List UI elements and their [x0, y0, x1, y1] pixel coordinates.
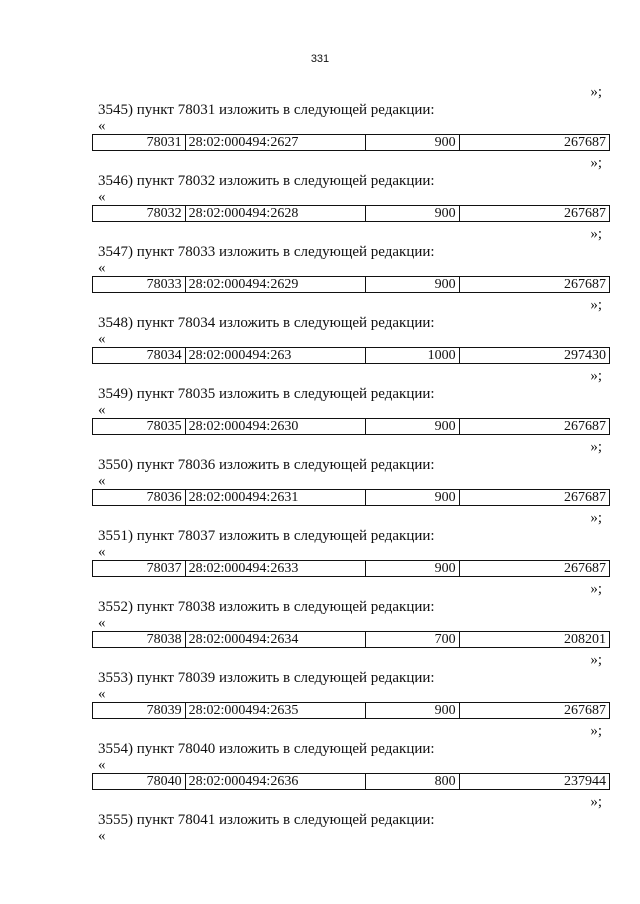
table-row: [92, 489, 610, 506]
cell-area: 900: [366, 490, 460, 505]
cell-cadastral-number: 28:02:000494:2631: [186, 490, 366, 505]
cell-value: 267687: [564, 490, 606, 505]
amendment-block: [92, 154, 610, 222]
opening-quote: «: [98, 331, 106, 347]
page-number: 331: [310, 53, 330, 65]
amendment-block: [92, 367, 610, 435]
cell-cadastral-number: 28:02:000494:2634: [186, 632, 366, 647]
amendment-block: [92, 509, 610, 577]
cell-item-number: 78032: [93, 206, 186, 221]
cell-item-number: 78038: [93, 632, 186, 647]
closing-quote: »;: [590, 581, 602, 597]
cell-value: 267687: [564, 703, 606, 718]
table-row: [92, 702, 610, 719]
opening-quote: «: [98, 473, 106, 489]
table-row: [92, 276, 610, 293]
table-row: [92, 631, 610, 648]
amendment-title: 3551) пункт 78037 изложить в следующей редакции:: [98, 528, 435, 544]
amendment-title: 3555) пункт 78041 изложить в следующей редакции:: [98, 812, 435, 828]
cell-value: 267687: [564, 419, 606, 434]
amendment-block: [92, 225, 610, 293]
cell-value: 267687: [564, 277, 606, 292]
amendment-title: 3545) пункт 78031 изложить в следующей редакции:: [98, 102, 435, 118]
cell-area: 900: [366, 135, 460, 150]
opening-quote: «: [98, 615, 106, 631]
amendment-title: 3549) пункт 78035 изложить в следующей редакции:: [98, 386, 435, 402]
closing-quote: »;: [590, 652, 602, 668]
cell-cadastral-number: 28:02:000494:2627: [186, 135, 366, 150]
cell-area: 900: [366, 277, 460, 292]
closing-quote: »;: [590, 155, 602, 171]
closing-quote: »;: [590, 226, 602, 242]
cell-area: 900: [366, 206, 460, 221]
table-row: [92, 347, 610, 364]
cell-value: 237944: [564, 774, 606, 789]
cell-area: 1000: [366, 348, 460, 363]
closing-quote: »;: [590, 723, 602, 739]
cell-cadastral-number: 28:02:000494:2633: [186, 561, 366, 576]
opening-quote: «: [98, 544, 106, 560]
cell-area: 900: [366, 419, 460, 434]
table-row: [92, 418, 610, 435]
table-row: [92, 560, 610, 577]
cell-area: 800: [366, 774, 460, 789]
document-body: [92, 83, 610, 844]
closing-quote: »;: [590, 794, 602, 810]
amendment-block: [92, 793, 610, 844]
cell-item-number: 78037: [93, 561, 186, 576]
opening-quote: «: [98, 402, 106, 418]
amendment-block: [92, 296, 610, 364]
cell-cadastral-number: 28:02:000494:2628: [186, 206, 366, 221]
cell-item-number: 78035: [93, 419, 186, 434]
amendment-block: [92, 83, 610, 151]
cell-cadastral-number: 28:02:000494:263: [186, 348, 366, 363]
cell-cadastral-number: 28:02:000494:2635: [186, 703, 366, 718]
cell-area: 900: [366, 561, 460, 576]
opening-quote: «: [98, 686, 106, 702]
cell-cadastral-number: 28:02:000494:2636: [186, 774, 366, 789]
cell-value: 208201: [564, 632, 606, 647]
closing-quote: »;: [590, 368, 602, 384]
cell-item-number: 78033: [93, 277, 186, 292]
amendment-block: [92, 722, 610, 790]
amendment-block: [92, 580, 610, 648]
closing-quote: »;: [590, 84, 602, 100]
cell-area: 900: [366, 703, 460, 718]
cell-cadastral-number: 28:02:000494:2630: [186, 419, 366, 434]
opening-quote: «: [98, 118, 106, 134]
cell-item-number: 78040: [93, 774, 186, 789]
opening-quote: «: [98, 828, 106, 844]
cell-value: 267687: [564, 206, 606, 221]
opening-quote: «: [98, 189, 106, 205]
cell-item-number: 78031: [93, 135, 186, 150]
cell-value: 267687: [564, 135, 606, 150]
cell-value: 297430: [564, 348, 606, 363]
cell-cadastral-number: 28:02:000494:2629: [186, 277, 366, 292]
table-row: [92, 773, 610, 790]
amendment-title: 3550) пункт 78036 изложить в следующей редакции:: [98, 457, 435, 473]
closing-quote: »;: [590, 297, 602, 313]
cell-area: 700: [366, 632, 460, 647]
cell-item-number: 78036: [93, 490, 186, 505]
cell-value: 267687: [564, 561, 606, 576]
amendment-title: 3554) пункт 78040 изложить в следующей редакции:: [98, 741, 435, 757]
table-row: [92, 134, 610, 151]
opening-quote: «: [98, 757, 106, 773]
cell-item-number: 78034: [93, 348, 186, 363]
closing-quote: »;: [590, 439, 602, 455]
amendment-title: 3553) пункт 78039 изложить в следующей редакции:: [98, 670, 435, 686]
amendment-title: 3548) пункт 78034 изложить в следующей редакции:: [98, 315, 435, 331]
amendment-title: 3546) пункт 78032 изложить в следующей редакции:: [98, 173, 435, 189]
amendment-block: [92, 651, 610, 719]
opening-quote: «: [98, 260, 106, 276]
closing-quote: »;: [590, 510, 602, 526]
cell-item-number: 78039: [93, 703, 186, 718]
amendment-block: [92, 438, 610, 506]
table-row: [92, 205, 610, 222]
amendment-title: 3547) пункт 78033 изложить в следующей редакции:: [98, 244, 435, 260]
amendment-title: 3552) пункт 78038 изложить в следующей редакции:: [98, 599, 435, 615]
